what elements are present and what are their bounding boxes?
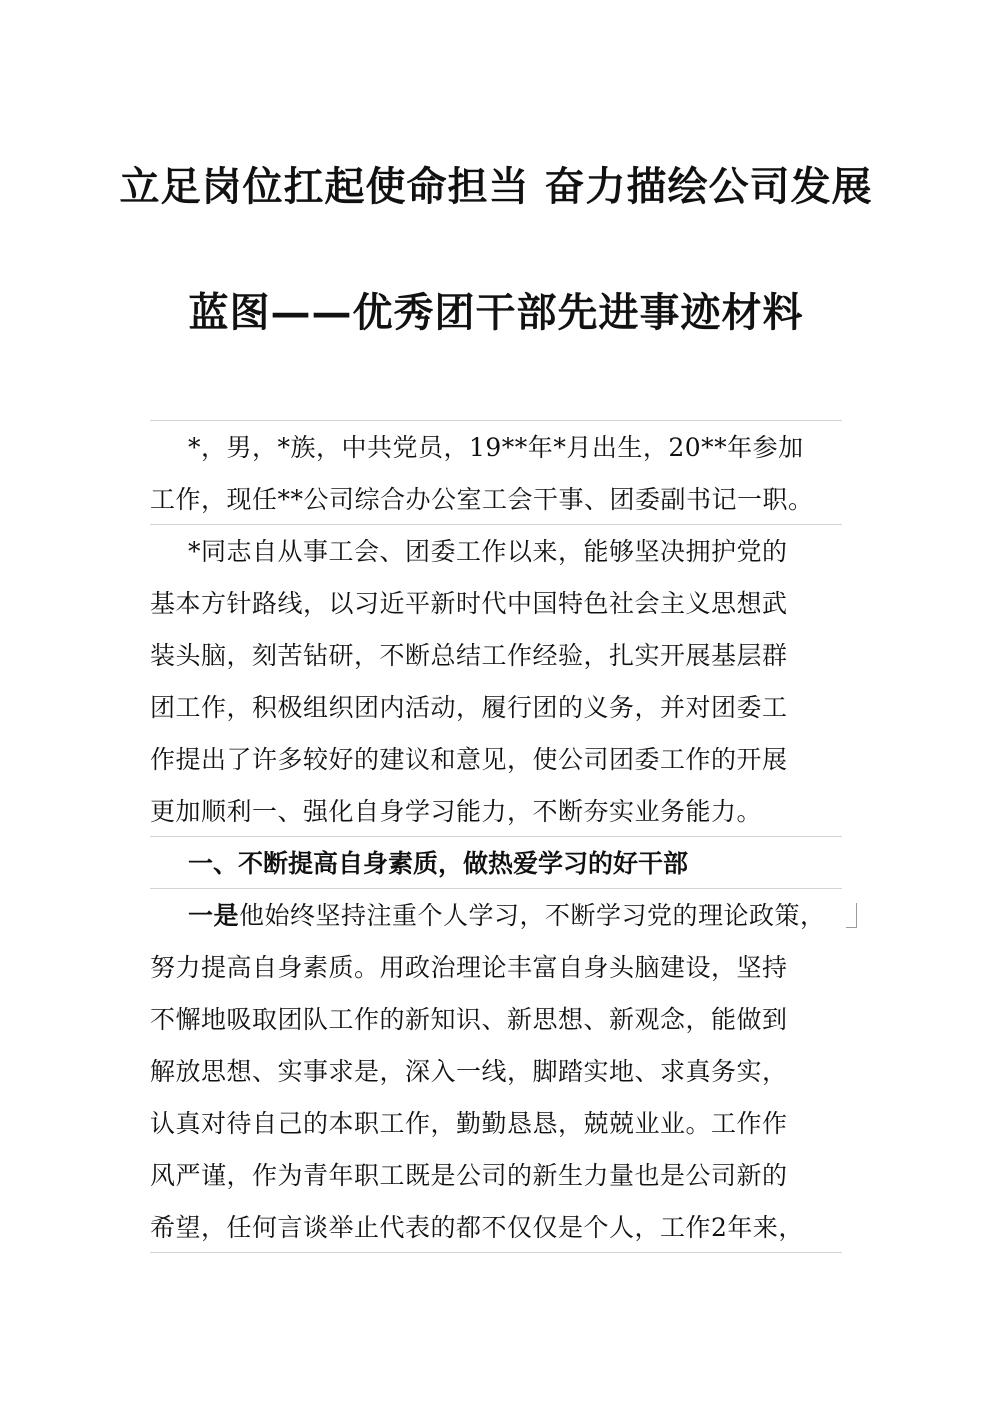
paragraph-line: 努力提高自身素质。用政治理论丰富自身头脑建设，坚持 bbox=[150, 953, 788, 982]
paragraph-line: 风严谨，作为青年职工既是公司的新生力量也是公司新的 bbox=[150, 1161, 788, 1190]
paragraph-line bbox=[188, 890, 888, 942]
paragraph-line: 认真对待自己的本职工作，勤勤恳恳，兢兢业业。工作作 bbox=[150, 1109, 788, 1138]
intro-line-1: *，男，*族，中共党员，19**年*月出生，20**年参加 bbox=[188, 433, 804, 462]
lead-phrase: 一是 bbox=[188, 901, 240, 930]
divider bbox=[150, 524, 842, 525]
paragraph-line: 装头脑，刻苦钻研，不断总结工作经验，扎实开展基层群 bbox=[150, 641, 788, 670]
paragraph-line: 解放思想、实事求是，深入一线，脚踏实地、求真务实， bbox=[150, 1057, 788, 1086]
paragraph-line: 不懈地吸取团队工作的新知识、新思想、新观念，能做到 bbox=[150, 1005, 788, 1034]
text-boundary-mark bbox=[846, 903, 857, 928]
paragraph-line: 更加顺利一、强化自身学习能力，不断夯实业务能力。 bbox=[150, 797, 763, 826]
divider bbox=[150, 888, 842, 889]
document-title-line-1: 立足岗位扛起使命担当 奋力描绘公司发展 bbox=[119, 163, 873, 210]
intro-line-2: 工作，现任**公司综合办公室工会干事、团委副书记一职。 bbox=[150, 485, 814, 514]
paragraph-text: 他始终坚持注重个人学习，不断学习党的理论政策， bbox=[239, 901, 826, 930]
paragraph-line: 团工作，积极组织团内活动，履行团的义务，并对团委工 bbox=[150, 693, 788, 722]
paragraph-line: 基本方针路线，以习近平新时代中国特色社会主义思想武 bbox=[150, 589, 788, 618]
paragraph-line: 作提出了许多较好的建议和意见，使公司团委工作的开展 bbox=[150, 745, 788, 774]
divider bbox=[150, 420, 842, 421]
divider bbox=[150, 836, 842, 837]
paragraph-line: 希望，任何言谈举止代表的都不仅仅是个人，工作2年来， bbox=[150, 1213, 804, 1242]
paragraph-line: *同志自从事工会、团委工作以来，能够坚决拥护党的 bbox=[188, 537, 788, 566]
divider bbox=[150, 1252, 842, 1253]
document-title-line-2: 蓝图——优秀团干部先进事迹材料 bbox=[188, 289, 804, 336]
section-heading: 一、不断提高自身素质，做热爱学习的好干部 bbox=[188, 849, 689, 878]
